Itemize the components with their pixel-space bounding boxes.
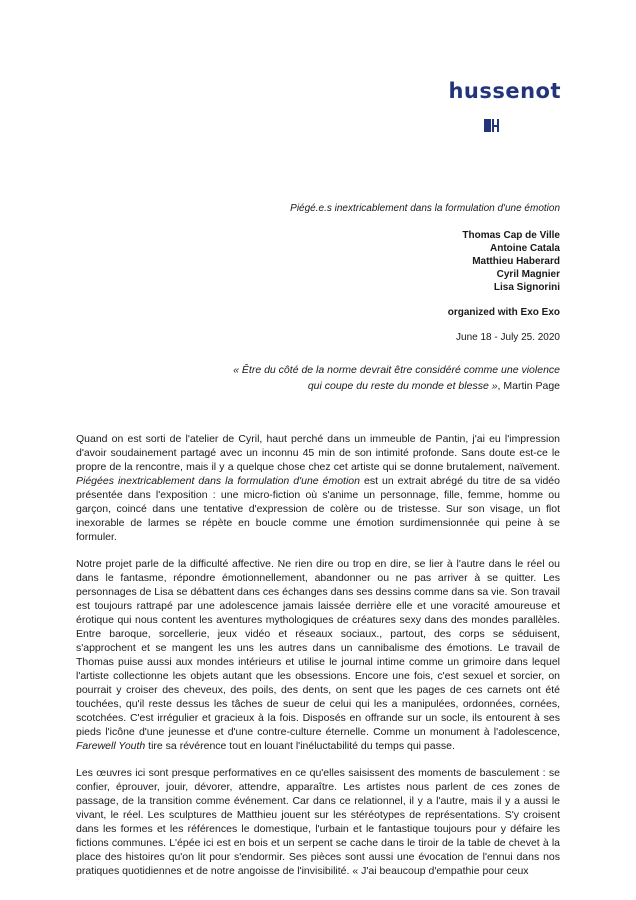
exhibition-title: Piégé.e.s inextricablement dans la formulation d'une émotion [290, 203, 560, 214]
exhibition-dates: June 18 - July 25. 2020 [456, 332, 560, 343]
artist-name: Lisa Signorini [493, 282, 560, 293]
hussenot-h-mark-icon [484, 118, 500, 134]
paragraph-2 [76, 557, 560, 753]
artist-name: Cyril Magnier [496, 269, 560, 280]
organized-with: organized with Exo Exo [447, 307, 560, 318]
work-title: Piégées inextricablement dans la formulation d'une émotion [76, 475, 360, 487]
paragraph-text: Quand on est sorti de l'atelier de Cyril, haut perché dans un immeuble de Pantin, j'ai eu l'impression d'avoir soudainement partagé avec un inconnu 45 min de son intimité profonde. Sans doute est-ce le propre de la rencontre, mais il y a quelque chose chez cet artiste qui se donne brutalement, naïvement. [76, 433, 560, 473]
work-title: Farewell Youth [76, 740, 146, 752]
paragraph-text: Notre projet parle de la difficulté affective. Ne rien dire ou trop en dire, se lier à l'autre dans le réel ou dans le fantasme, répondre émotionnellement, abandonner ou ne pas arriver à se quitter. Les personnages de Lisa se débattent dans ces échanges dans ses dessins comme dans sa vie. Son travail est toujours rattrapé par une adolescence jamais laissée derrière elle et une voracité amoureuse et érotique qui nous content les aventures mythologiques de créatures sexy dans des mondes parallèles. Entre baroque, sorcellerie, jeux vidéo et réseaux sociaux., partout, des corps se séduisent, s'approchent et se mangent les uns les autres dans un cannibalisme des émotions. Le travail de Thomas puise aussi aux mondes intérieurs et utilise le journal intime comme un grimoire dans lequel l'artiste collectionne les objets autant que les obsessions. Encore une fois, c'est sexuel et sorcier, on pourrait y croiser des cheveux, des poils, des dents, on sent que les pages de ces carnets ont été touchées, qu'il reste dessus les tâches de sueur de celui qui les a manipulées, ordonnées, cornées, scotchées. C'est irrégulier et gracieux à la fois. Disposés en offrande sur un socle, ils entourent à ses pieds l'icône d'une jeunesse et d'une contre-culture éternelle. Comme un monument à l'adolescence, [76, 558, 560, 738]
artist-name: Thomas Cap de Ville [462, 230, 560, 241]
artist-name: Matthieu Haberard [472, 256, 560, 267]
hussenot-logo [448, 80, 561, 102]
paragraph-text: tire sa révérence tout en louant l'inéluctabilité du temps qui passe. [145, 740, 455, 752]
quote-line-1: « Être du côté de la norme devrait être considéré comme une violence [233, 364, 560, 376]
quote-line-2: qui coupe du reste du monde et blesse » [307, 380, 498, 392]
quote-attribution: , Martin Page [497, 380, 560, 392]
paragraph-text: est un extrait abrégé du titre de sa vidéo présentée dans l'exposition : une micro-fiction où s'anime un personnage, fille, femme, homme ou garçon, coincé dans une tentative d'expression de colère ou de tristesse. Sur son visage, un flot inexorable de larmes se répète en boucle comme une émotion surdimensionnée qui peine à se formuler. [76, 475, 560, 543]
exhibition-header [290, 202, 560, 344]
artist-name: Antoine Catala [489, 243, 560, 254]
paragraph-1 [76, 432, 560, 544]
epigraph-quote [140, 362, 560, 394]
paragraph-3: Les œuvres ici sont presque performatives en ce qu'elles saisissent des moments de basculement : se confier, éprouver, jouir, dévorer, attendre, apparaître. Les artistes nous parlent de ces zones de passage, de la transition comme événement. Car dans ce relationnel, il y a l'autre, mais il y a aussi le vivant, le réel. Les sculptures de Matthieu jouent sur les stéréotypes de représentations. S'y croisent dans les formes et les références le domestique, l'urbain et le fantastique toujours pour y défaire les fictions communes. L'épée ici est en bois et un serpent se cache dans le tiroir de la table de chevet à la place des histoires qu'on lit pour s'endormir. Ses pièces sont aussi une évocation de l'ennui dans nos pratiques quotidiennes et de notre angoisse de l'invisibilité. « J'ai beaucoup d'empathie pour ceux [76, 767, 560, 877]
logo-wordmark: hussenot [448, 79, 561, 103]
press-release-body [76, 432, 560, 891]
